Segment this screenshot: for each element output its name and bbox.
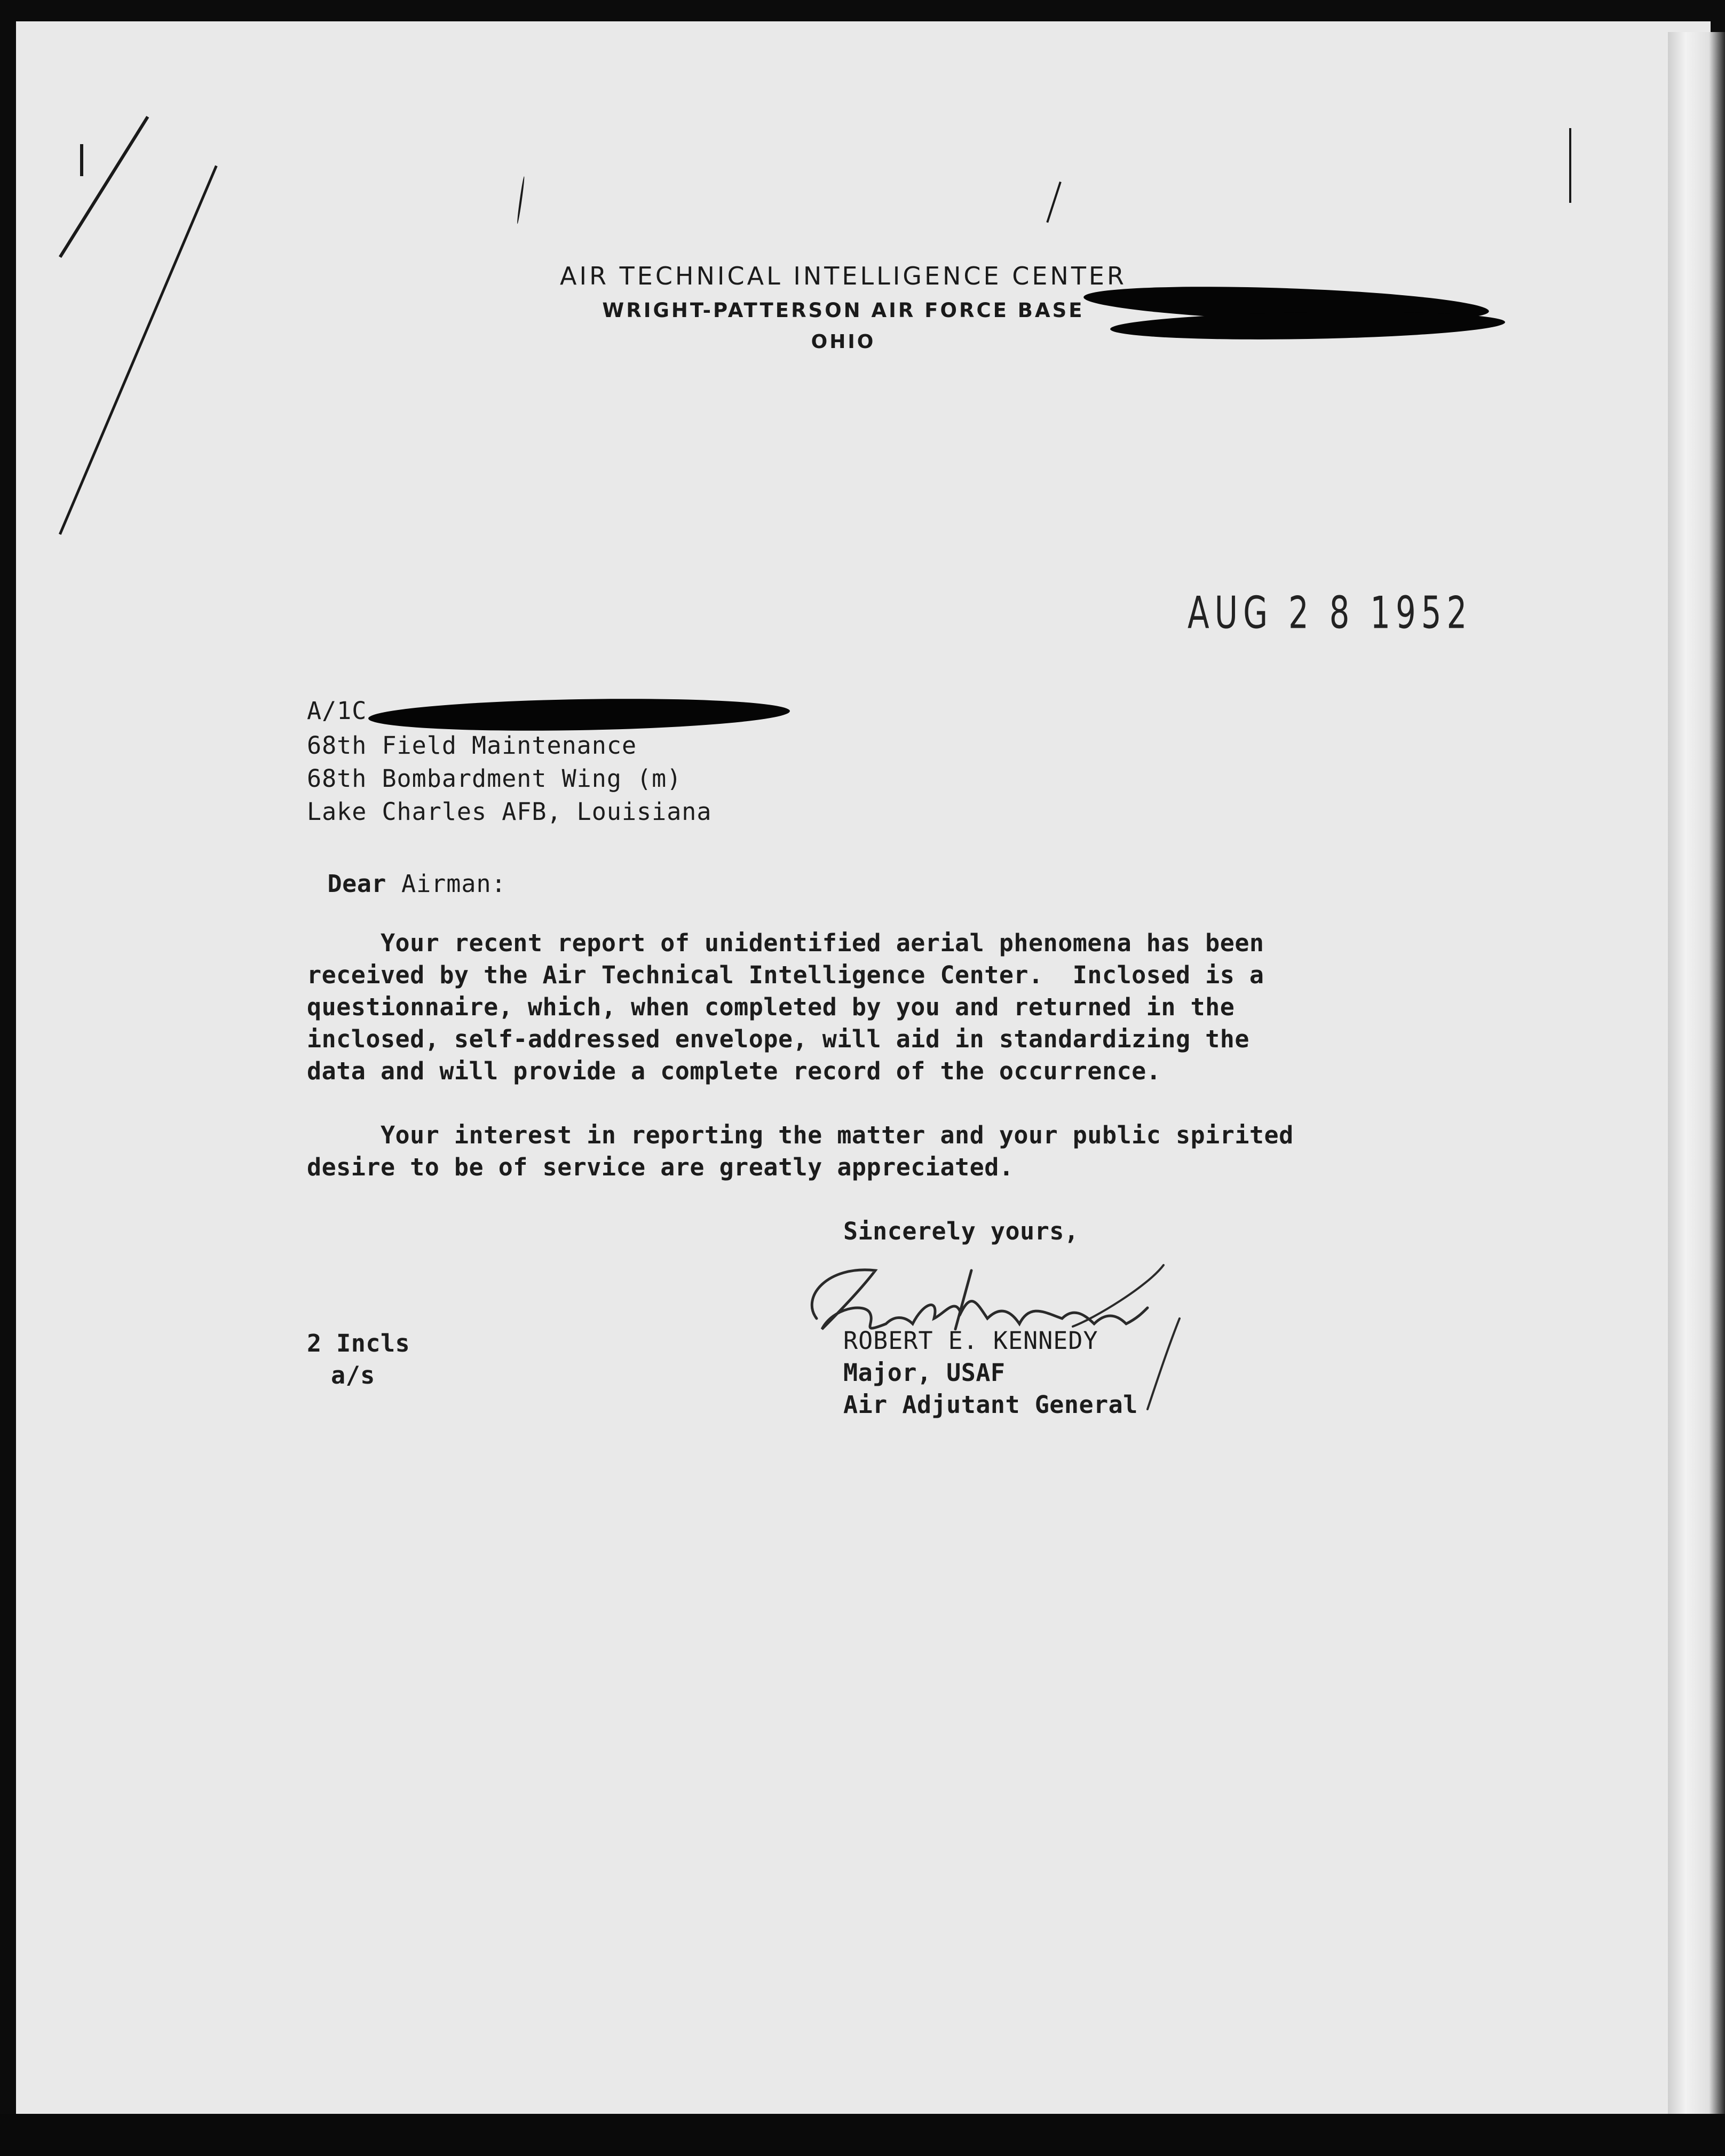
scan-border [0, 2114, 1725, 2156]
signer-title: Air Adjutant General [843, 1391, 1138, 1419]
redaction-bar [368, 696, 790, 734]
pen-stroke-mark [516, 176, 525, 224]
salutation [307, 859, 507, 908]
letter-page [16, 21, 1711, 2127]
recipient-wing: 68th Bombardment Wing (m) [307, 764, 682, 793]
signer-name: ROBERT E. KENNEDY [843, 1326, 1098, 1355]
letterhead-state: OHIO [811, 331, 876, 353]
enclosures-note: a/s [331, 1361, 375, 1389]
enclosures-count: 2 Incls [307, 1329, 410, 1357]
pen-stroke-mark [59, 116, 149, 258]
body-paragraph-1-line: data and will provide a complete record of the occurrence. [307, 1057, 1161, 1085]
pen-stroke-mark [1046, 181, 1062, 223]
body-paragraph-1-line: Your recent report of unidentified aerial phenomena has been [307, 929, 1264, 957]
body-paragraph-1-line: inclosed, self-addressed envelope, will aid in standardizing the [307, 1025, 1249, 1053]
body-paragraph-2-line: desire to be of service are greatly appreciated. [307, 1153, 1014, 1181]
letterhead-base: WRIGHT-PATTERSON AIR FORCE BASE [602, 299, 1085, 322]
recipient-unit: 68th Field Maintenance [307, 731, 637, 760]
salutation-rest: Airman: [386, 870, 507, 898]
signer-rank: Major, USAF [843, 1359, 1006, 1387]
body-paragraph-1-line: received by the Air Technical Intelligence Center. Inclosed is a [307, 961, 1264, 989]
pen-stroke-mark [1569, 128, 1571, 203]
date-stamp: AUG 2 8 1952 [1188, 587, 1473, 639]
recipient-base: Lake Charles AFB, Louisiana [307, 797, 712, 826]
closing: Sincerely yours, [843, 1217, 1079, 1245]
body-paragraph-1-line: questionnaire, which, when completed by you and returned in the [307, 993, 1235, 1021]
scan-edge [1668, 32, 1725, 2114]
letterhead-organization: AIR TECHNICAL INTELLIGENCE CENTER [560, 262, 1127, 290]
recipient-rank: A/1C [307, 697, 367, 725]
salutation-prefix: Dear [327, 870, 386, 898]
pen-stroke-mark [80, 144, 83, 176]
body-paragraph-2-line: Your interest in reporting the matter and your public spirited [307, 1121, 1294, 1149]
